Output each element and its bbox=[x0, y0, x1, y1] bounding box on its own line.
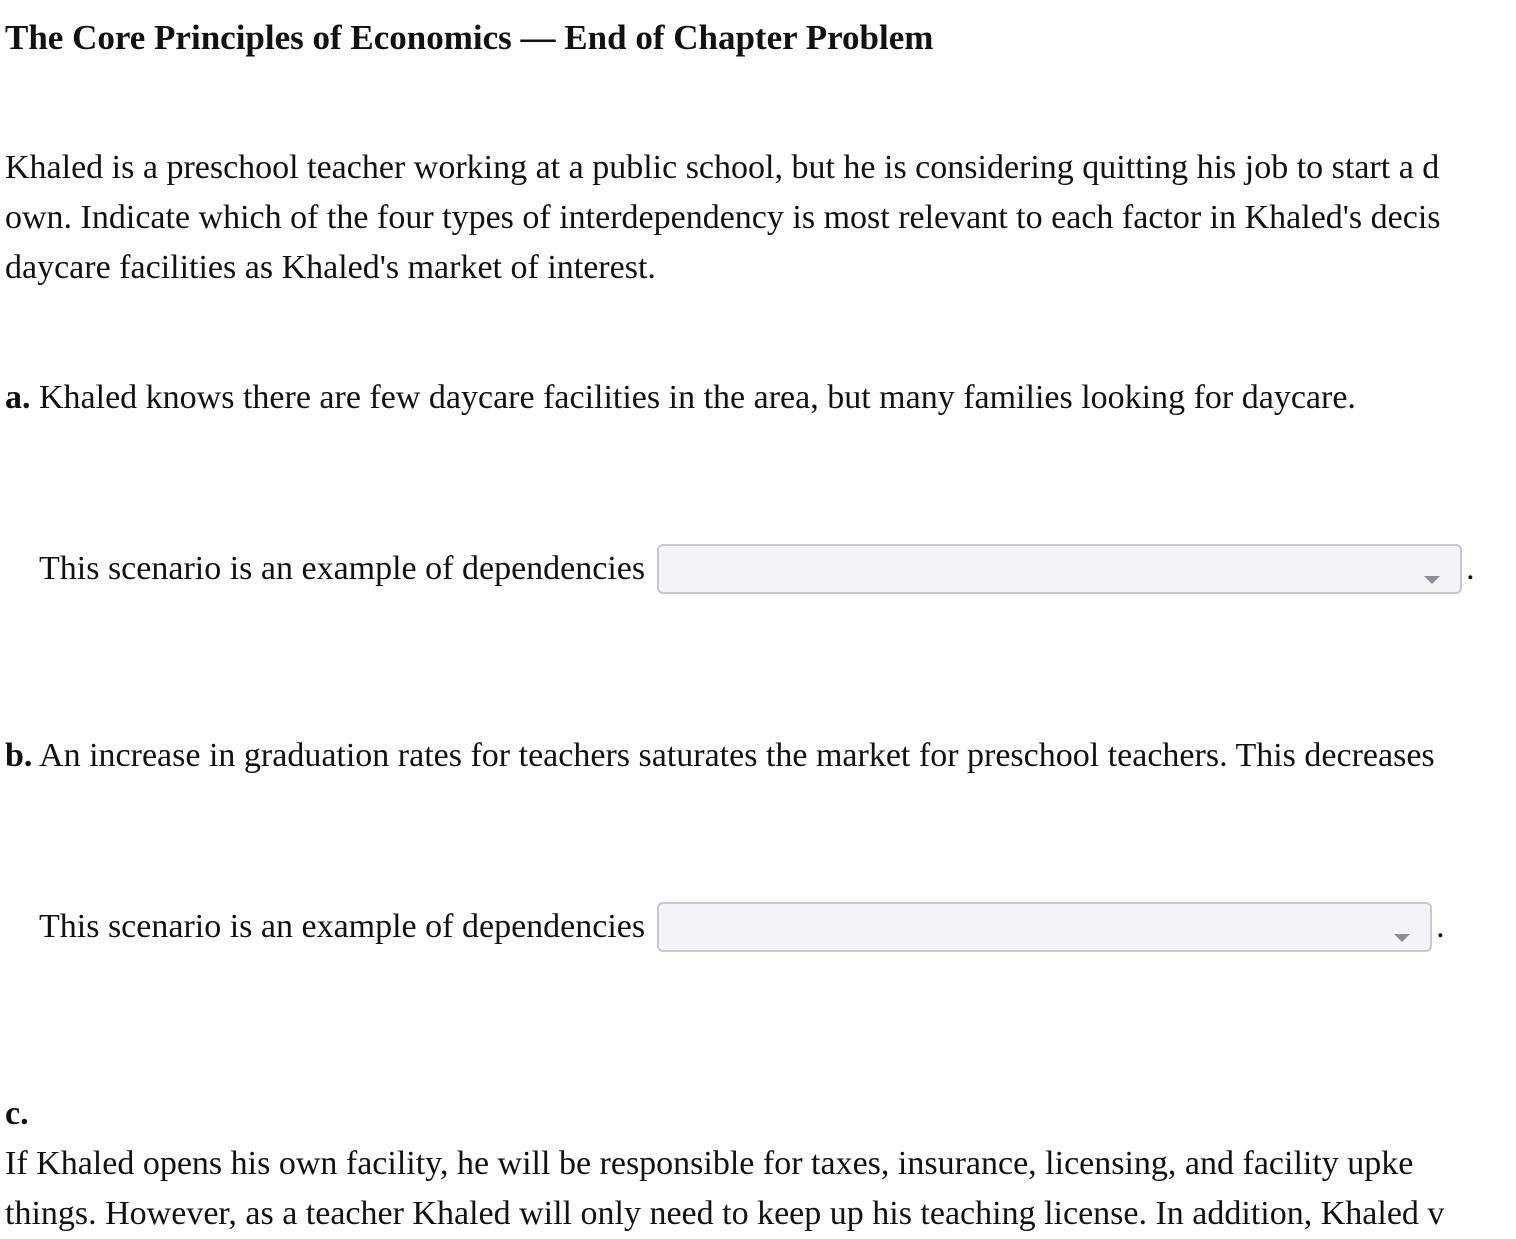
chevron-down-icon bbox=[1424, 576, 1440, 584]
answer-a-period: . bbox=[1466, 550, 1475, 587]
chevron-down-icon bbox=[1394, 934, 1410, 942]
question-c-text: If Khaled opens his own facility, he will be responsible for taxes, insurance, licensing, and facility upke bbox=[5, 1145, 1414, 1182]
problem-intro bbox=[5, 143, 1516, 293]
answer-b-period: . bbox=[1436, 908, 1445, 945]
question-a-text: Khaled knows there are few daycare facilities in the area, but many families looking for daycare. bbox=[30, 379, 1356, 416]
question-c-line: things. However, as a teacher Khaled will only need to keep up his teaching license. In addition, Khaled v bbox=[5, 1195, 1445, 1232]
question-a bbox=[5, 373, 1356, 423]
question-b-text: An increase in graduation rates for teachers saturates the market for preschool teachers. This decreases bbox=[32, 737, 1435, 774]
answer-row-b bbox=[39, 900, 1445, 954]
question-a-marker: a. bbox=[5, 379, 31, 416]
intro-line: Khaled is a preschool teacher working at a public school, but he is considering quitting his job to start a d bbox=[5, 149, 1440, 186]
question-b-marker: b. bbox=[5, 737, 33, 774]
question-c bbox=[5, 1089, 1444, 1239]
page-title: The Core Principles of Economics — End of Chapter Problem bbox=[5, 18, 934, 57]
question-c-line bbox=[5, 1089, 1444, 1189]
answer-row-a bbox=[39, 542, 1475, 596]
answer-b-prompt: This scenario is an example of dependencies bbox=[39, 908, 646, 945]
question-b bbox=[5, 731, 1435, 781]
dependency-type-select-a[interactable] bbox=[657, 544, 1462, 594]
question-c-marker: c. bbox=[5, 1095, 29, 1132]
intro-line: own. Indicate which of the four types of interdependency is most relevant to each factor in Khaled's decis bbox=[5, 199, 1441, 236]
intro-line: daycare facilities as Khaled's market of interest. bbox=[5, 249, 656, 286]
dependency-type-select-b[interactable] bbox=[657, 902, 1432, 952]
answer-a-prompt: This scenario is an example of dependencies bbox=[39, 550, 646, 587]
